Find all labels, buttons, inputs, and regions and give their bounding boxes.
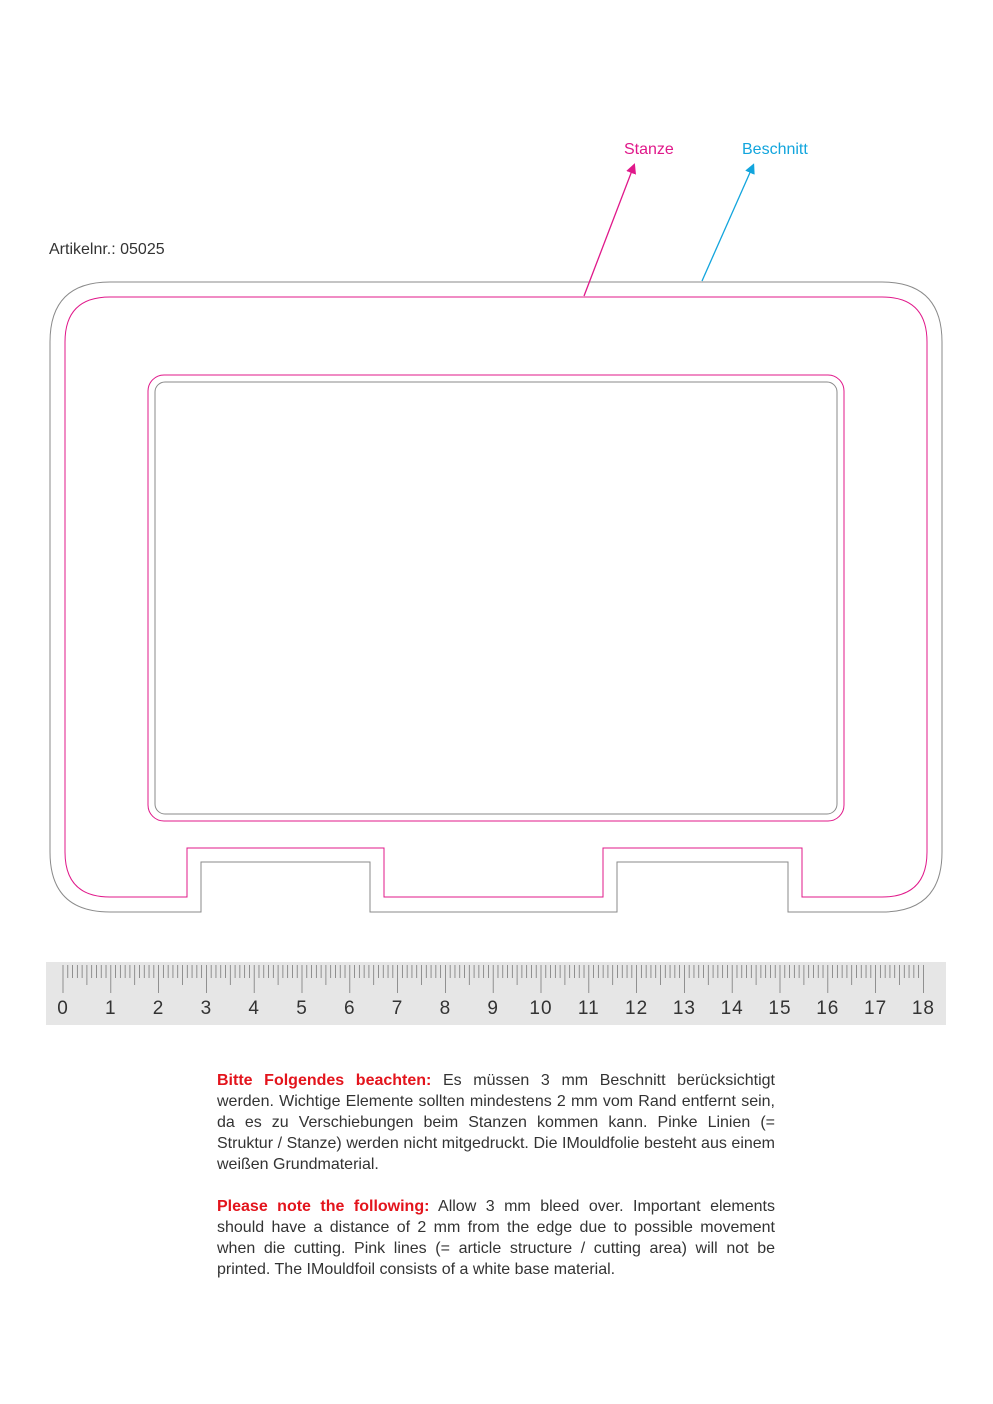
ruler [46,962,946,1025]
ruler-number: 8 [439,998,452,1019]
ruler-number: 18 [911,998,935,1019]
note-english-text: Allow 3 mm bleed over. Important elements should have a distance of 2 mm from the edge due to possible movement when die cutting. Pink lines (= article structure / cutting area) will not be printed. The IMouldfoil consists of a white base material. [217,1198,775,1278]
ruler-number: 13 [672,998,696,1019]
ruler-number: 1 [105,998,117,1019]
ruler-number: 6 [344,998,356,1019]
ruler-number: 5 [296,998,308,1019]
ruler-number: 9 [487,998,499,1019]
window-bleed-line [155,382,837,814]
ruler-number: 2 [152,998,165,1019]
ruler-number: 17 [864,998,888,1019]
note-english [217,1196,775,1280]
die-cut-outline [65,297,927,897]
beschnitt-arrow [702,168,752,281]
ruler-number: 15 [768,998,792,1019]
notes [217,1070,775,1301]
ruler-number: 0 [57,998,69,1019]
note-german-text: Es müssen 3 mm Beschnitt berücksichtigt werden. Wichtige Elemente sollten mindestens 2 mm vom Rand entfernt sein, da es zu Verschiebungen beim Stanzen kommen kann. Pinke Linien (= Struktur / Stanze) werden nicht mitgedruckt. Die IMouldfolie besteht aus einem weißen Grundmaterial. [217,1072,775,1173]
note-german [217,1070,775,1175]
ruler-number: 14 [720,998,744,1019]
beschnitt-label: Beschnitt [742,141,808,158]
note-german-lead: Bitte Folgendes beachten: [217,1072,432,1089]
ruler-number: 3 [200,998,213,1019]
stanze-arrow [584,168,633,296]
article-number: Artikelnr.: 05025 [49,241,165,258]
bleed-outline [50,282,942,912]
ruler-number: 7 [391,998,404,1019]
ruler-number: 16 [816,998,840,1019]
ruler-number: 4 [248,998,260,1019]
ruler-number: 10 [529,998,553,1019]
window-die-cut [148,375,844,821]
stanze-label: Stanze [624,141,674,158]
ruler-number: 12 [625,998,649,1019]
note-english-lead: Please note the following: [217,1198,430,1215]
ruler-number: 11 [577,998,600,1019]
